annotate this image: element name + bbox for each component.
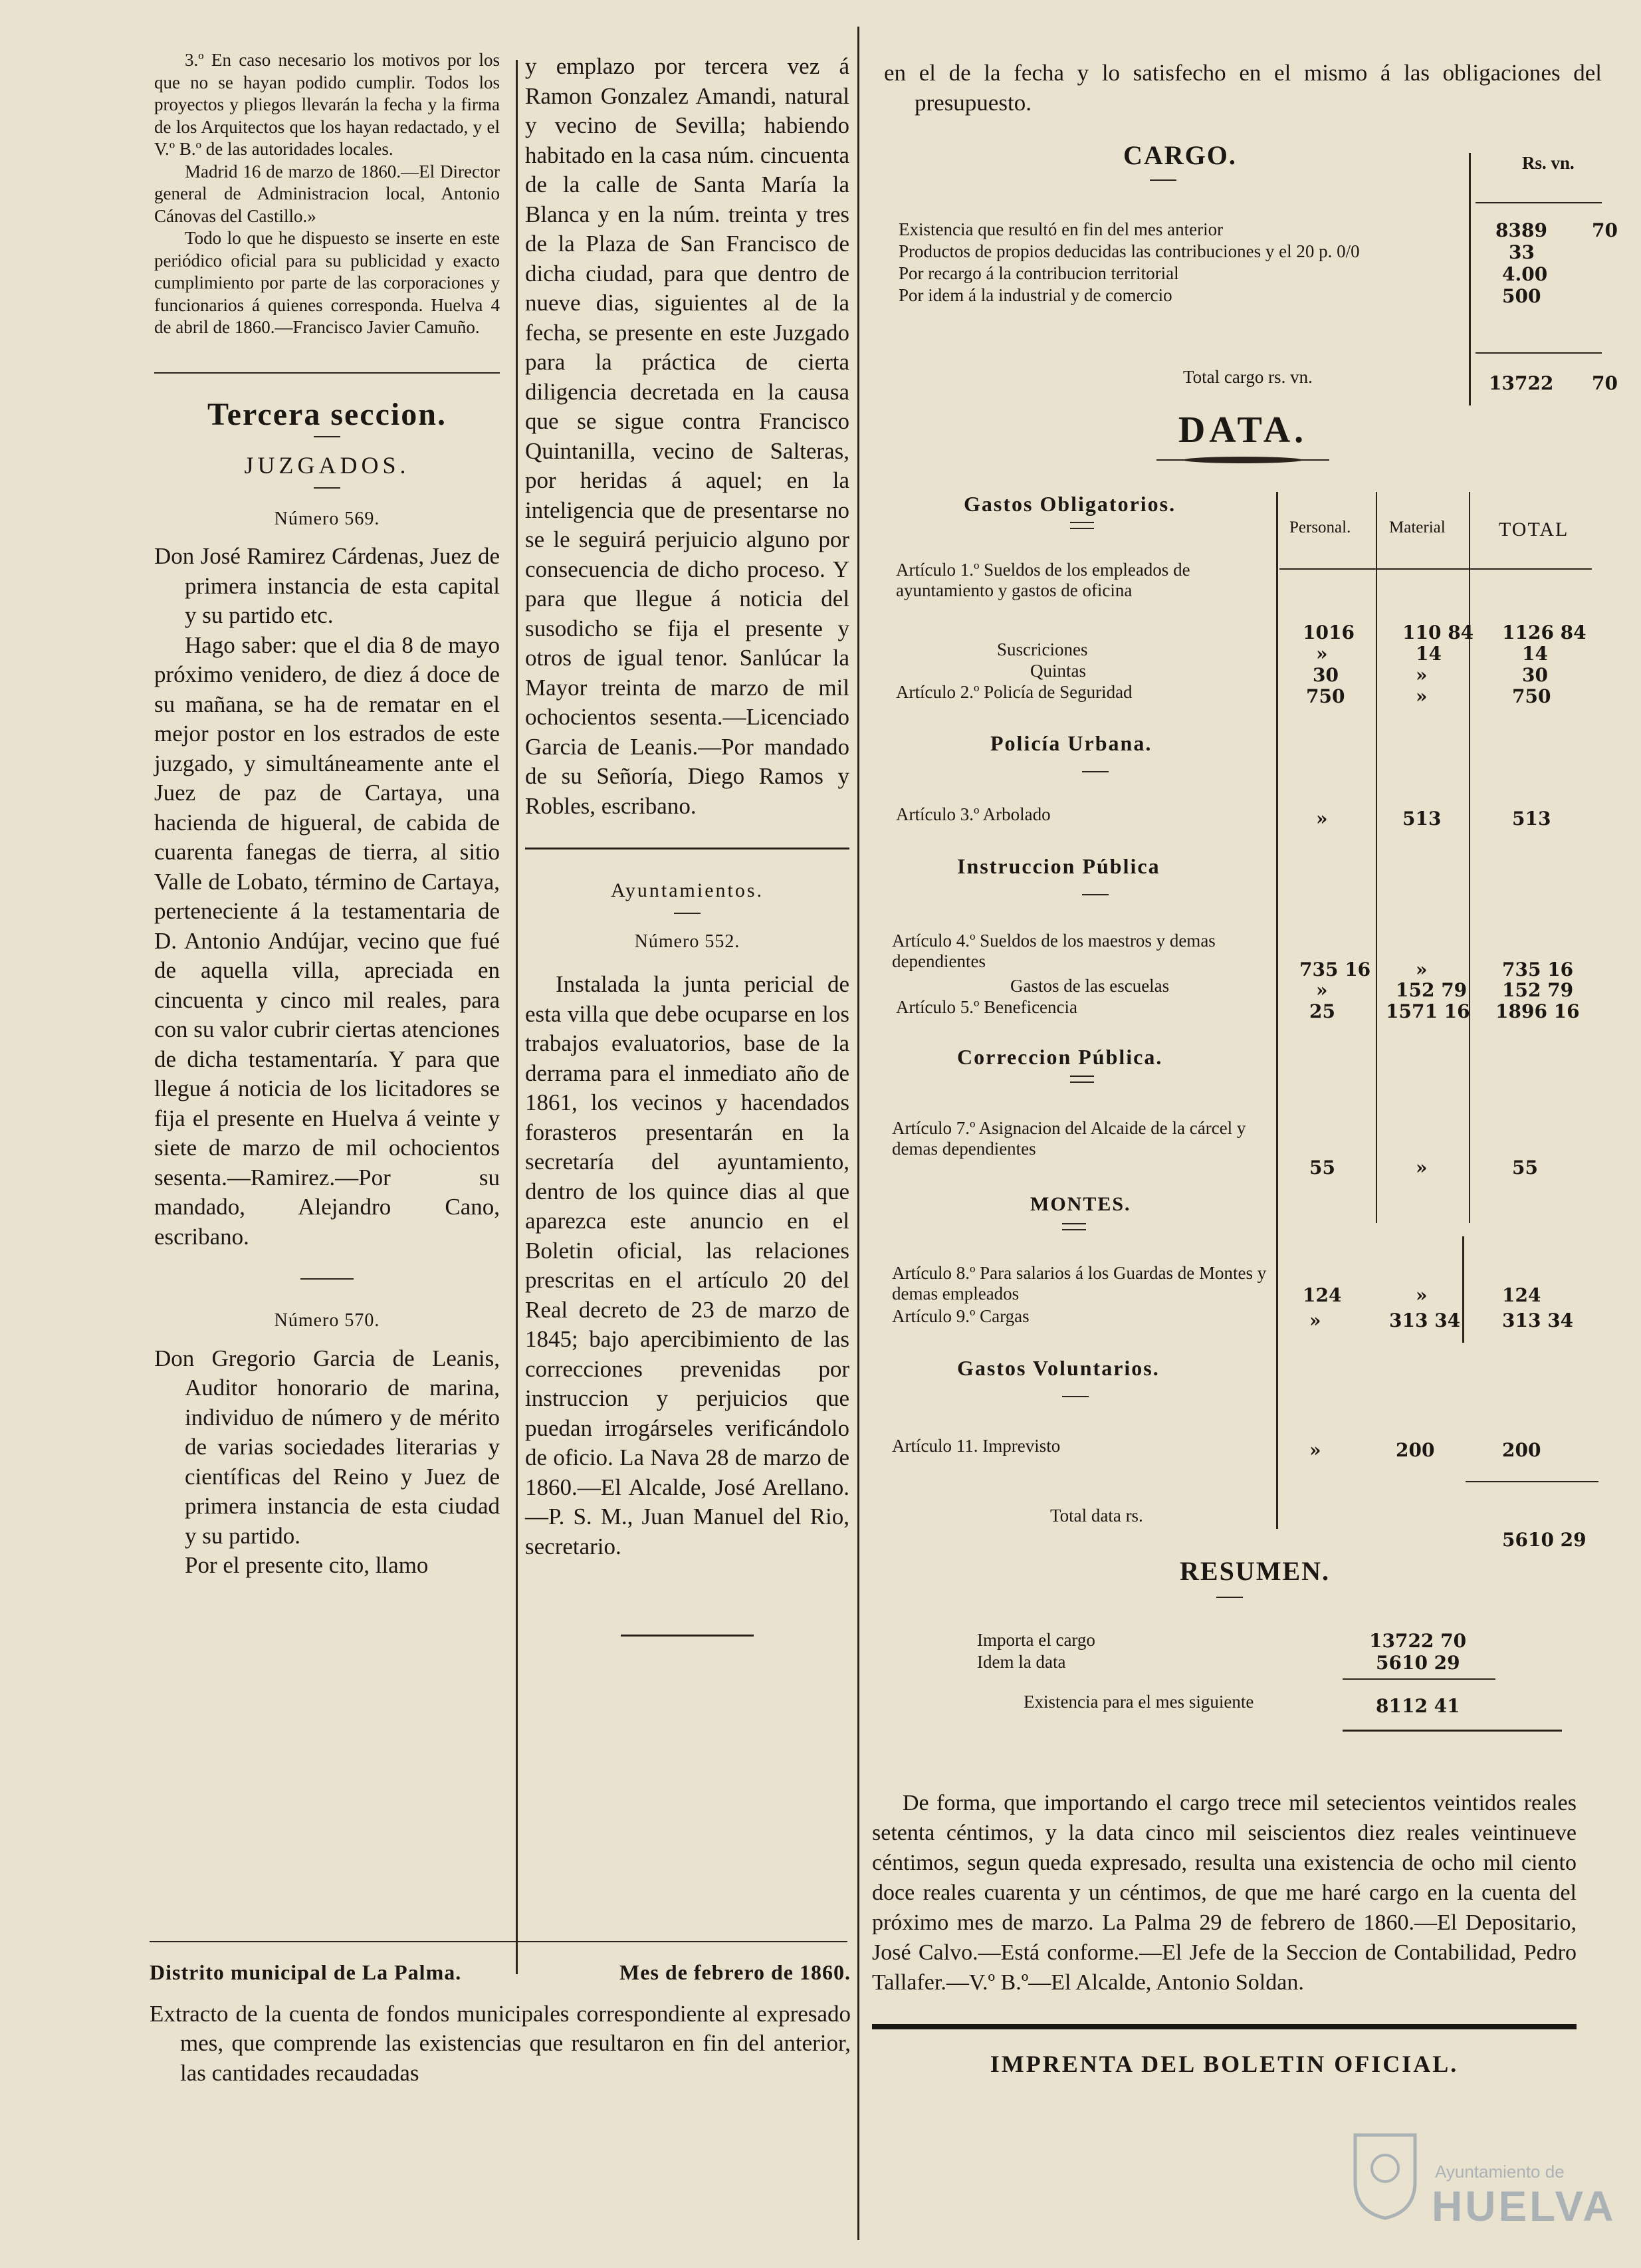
section-divider <box>154 372 500 374</box>
art9-personal: » <box>1309 1309 1321 1331</box>
extracto-paragraph: Extracto de la cuenta de fondos municipales correspondiente al expresado mes, que comprende las existencias que resultaron en fin del anterior, las cantidades recaudadas <box>150 2000 851 2086</box>
column-rule-middle <box>857 27 859 2240</box>
art5-label: Artículo 5.º Beneficencia <box>896 997 1078 1017</box>
por-el-presente-paragraph: Por el presente cito, llamo <box>185 1552 429 1578</box>
data-rule-total <box>1462 1236 1464 1343</box>
column-1 <box>154 49 500 1581</box>
dash-divider <box>314 487 340 489</box>
instruccion-heading: Instruccion Pública <box>957 854 1160 878</box>
numero-569: Número 569. <box>274 508 380 529</box>
col-material-header: Material <box>1389 518 1446 536</box>
gastos-obligatorios-heading: Gastos Obligatorios. <box>964 492 1176 516</box>
dash-divider <box>1150 179 1176 181</box>
imprenta-line: IMPRENTA DEL BOLETIN OFICIAL. <box>990 2051 1459 2077</box>
suscriciones-total: 14 <box>1522 643 1548 665</box>
cargo-row-label: Existencia que resultó en fin del mes anterior <box>899 219 1224 239</box>
cargo-row-label: Productos de propios deducidas las contribuciones y el 20 p. 0/0 <box>899 241 1360 261</box>
header-rule <box>1279 568 1592 570</box>
instalada-paragraph: Instalada la junta pericial de esta villa que debe ocuparse en los trabajos evaluatorios, base de la derrama para el inmediato año de 1861, los vecinos y hacendados forasteros presentarán en la secretaría del ayuntamiento, dentro de los quince dias al que aparezca este anuncio en el Boletin oficial, las relaciones prescritas en el artículo 20 del Real decreto de 23 de marzo de 1845; bajo apercibimiento de las correcciones prevenidas por instruccion y perjuicios que puedan irrogárseles verificándolo de oficio. La Nava 28 de marzo de 1860.—El Alcalde, José Arellano.—P. S. M., Juan Manuel del Rio, secretario. <box>525 971 849 1559</box>
cargo-title: CARGO. <box>1123 140 1237 170</box>
header-rule <box>1476 202 1602 203</box>
gastos-escuelas-label: Gastos de las escuelas <box>1010 976 1170 996</box>
dash-divider <box>314 436 340 437</box>
total-rule <box>1466 1481 1598 1482</box>
resumen-rule <box>1343 1678 1495 1680</box>
mes-heading: Mes de febrero de 1860. <box>619 1960 851 1984</box>
idem-data-label: Idem la data <box>977 1652 1066 1672</box>
section-divider <box>525 848 849 850</box>
importa-cargo-label: Importa el cargo <box>977 1630 1095 1650</box>
art11-personal: » <box>1309 1439 1321 1461</box>
resumen-rule-bottom <box>1343 1730 1562 1732</box>
art9-material: 313 34 <box>1389 1309 1461 1331</box>
madrid-paragraph: Madrid 16 de marzo de 1860.—El Director general de Administracion local, Antonio Cánovas del Castillo.» <box>154 161 500 226</box>
section-title: Tercera seccion. <box>207 396 447 432</box>
data-rule-2 <box>1376 492 1377 1223</box>
gastos-voluntarios-heading: Gastos Voluntarios. <box>957 1356 1160 1380</box>
art2-total: 750 <box>1512 685 1551 707</box>
ornament-rule-icon <box>1156 455 1329 465</box>
quintas-material: » <box>1416 664 1428 686</box>
col-personal-header: Personal. <box>1289 518 1351 536</box>
art2-personal: 750 <box>1306 685 1345 707</box>
cargo-row-rs: 500 <box>1502 285 1541 307</box>
dash-divider <box>1082 894 1109 895</box>
policia-heading: Policía Urbana. <box>990 731 1152 755</box>
suscriciones-label: Suscriciones <box>997 639 1088 659</box>
art5-total: 1896 16 <box>1495 1000 1580 1022</box>
quintas-personal: 30 <box>1313 664 1339 686</box>
art11-label: Artículo 11. Imprevisto <box>892 1436 1061 1456</box>
cargo-row-label: Por recargo á la contribucion territorial <box>899 263 1179 283</box>
hago-saber-paragraph: Hago saber: que el dia 8 de mayo próximo venidero, de diez á doce de su mañana, se ha de rematar en el mejor postor en los estrados de este juzgado, y simultáneamente ante el Juez de paz de Cartaya, una hacienda de higueral, de cabida de cuarenta fanegas de tierra, al sitio Valle de Lobato, término de Cartaya, perteneciente á la testamentaria de D. Antonio Andújar, vecino que fué de aquella villa, apreciada en cincuenta y cinco mil reales, para con su valor cubrir ciertas atenciones de dicha testamentaría. Y para que llegue á noticia de los licitadores se fija el presente en Huelva á veinte y siete de marzo de mil ochocientos sesenta.—Ramirez.—Por su mandado, Alejandro Cano, escribano. <box>154 631 500 1250</box>
final-section <box>872 1788 1577 2079</box>
rs-vn-header: Rs. vn. <box>1522 153 1575 173</box>
dash-divider <box>1062 1396 1089 1397</box>
existencia-siguiente-value: 8112 41 <box>1376 1695 1460 1717</box>
art7-total: 55 <box>1512 1157 1538 1179</box>
column-rule-left <box>516 60 518 1974</box>
art7-material: » <box>1416 1157 1428 1179</box>
double-dash <box>1062 1223 1086 1230</box>
total-cargo-cts: 70 <box>1592 372 1618 394</box>
juzgados-heading: JUZGADOS. <box>244 452 410 479</box>
total-rule <box>1476 352 1602 354</box>
resumen-section <box>884 1555 1602 1781</box>
correccion-heading: Correccion Pública. <box>957 1045 1163 1069</box>
numero-570: Número 570. <box>274 1310 380 1331</box>
coat-of-arms-icon <box>1349 2128 1422 2221</box>
gastos-escuelas-personal: » <box>1316 979 1328 1001</box>
total-data-value: 5610 29 <box>1502 1529 1586 1551</box>
todo-paragraph: Todo lo que he dispuesto se inserte en este periódico oficial para su publicidad y exacto cumplimiento por parte de las corporaciones y funcionarios á quienes corresponda. Huelva 4 de abril de 1860.—Francisco Javier Camuño. <box>154 228 500 337</box>
imprenta-rule <box>872 2024 1577 2029</box>
quintas-total: 30 <box>1522 664 1548 686</box>
bottom-extract <box>150 1958 851 2088</box>
resumen-title: RESUMEN. <box>1180 1556 1331 1586</box>
don-jose-paragraph: Don José Ramirez Cárdenas, Juez de primera instancia de esta capital y su partido etc. <box>154 543 500 628</box>
intro-paragraph: en el de la fecha y lo satisfecho en el mismo á las obligaciones del presupuesto. <box>884 60 1602 116</box>
dash-divider <box>300 1278 354 1280</box>
data-rule-1 <box>1276 492 1278 1529</box>
importa-cargo-value: 13722 70 <box>1369 1630 1467 1652</box>
art1-material: 110 84 <box>1402 622 1474 643</box>
art3-material: 513 <box>1402 808 1442 830</box>
cargo-column-rule <box>1469 153 1471 405</box>
data-title-block <box>884 409 1602 465</box>
art3-label: Artículo 3.º Arbolado <box>896 804 1051 824</box>
cargo-row-rs: 4.00 <box>1502 263 1548 285</box>
bottom-rule <box>150 1941 847 1942</box>
data-title: DATA. <box>1178 409 1308 451</box>
art7-personal: 55 <box>1309 1157 1335 1179</box>
art5-personal: 25 <box>1309 1000 1335 1022</box>
art3-personal: » <box>1316 808 1328 830</box>
art4-material: » <box>1416 959 1428 980</box>
art5-material: 1571 16 <box>1386 1000 1470 1022</box>
montes-heading: MONTES. <box>1030 1193 1131 1215</box>
column-2 <box>525 52 849 1637</box>
cargo-row-rs: 33 <box>1509 241 1535 263</box>
don-gregorio-paragraph: Don Gregorio Garcia de Leanis, Auditor honorario de marina, individuo de número y de mérito de varias sociedades literarias y científicas del Reino y Juez de primera instancia de esta ciudad y su partido. <box>154 1345 500 1549</box>
ayuntamientos-heading: Ayuntamientos. <box>610 879 764 901</box>
dash-divider <box>1216 1597 1243 1598</box>
cargo-section <box>884 133 1618 412</box>
watermark-line-1: Ayuntamiento de <box>1435 2162 1565 2182</box>
art11-total: 200 <box>1502 1439 1541 1461</box>
gastos-escuelas-total: 152 79 <box>1502 979 1574 1001</box>
data-table <box>884 479 1602 1551</box>
total-data-label: Total data rs. <box>1050 1506 1143 1526</box>
total-cargo-label: Total cargo rs. vn. <box>1183 367 1313 387</box>
art2-material: » <box>1416 685 1428 707</box>
distrito-heading: Distrito municipal de La Palma. <box>150 1960 462 1984</box>
art8-total: 124 <box>1502 1284 1541 1306</box>
watermark <box>1349 2102 1614 2255</box>
art4-label: Artículo 4.º Sueldos de los maestros y demas dependientes <box>892 931 1216 971</box>
column-3-intro <box>884 58 1602 118</box>
dash-divider <box>1082 771 1109 772</box>
suscriciones-personal: » <box>1316 643 1328 665</box>
double-dash <box>1070 1076 1094 1083</box>
total-cargo-rs: 13722 <box>1489 372 1554 394</box>
dash-divider <box>674 913 701 914</box>
art9-total: 313 34 <box>1502 1309 1574 1331</box>
art1-label: Artículo 1.º Sueldos de los empleados de ayuntamiento y gastos de oficina <box>896 560 1190 600</box>
double-dash <box>1070 522 1094 529</box>
art3-total: 513 <box>1512 808 1551 830</box>
art9-label: Artículo 9.º Cargas <box>892 1306 1030 1326</box>
cargo-row-label: Por idem á la industrial y de comercio <box>899 285 1172 305</box>
art2-label: Artículo 2.º Policía de Seguridad <box>896 682 1133 702</box>
art8-label: Artículo 8.º Para salarios á los Guardas de Montes y demas empleados <box>892 1263 1267 1304</box>
watermark-line-2: HUELVA <box>1432 2182 1616 2230</box>
cargo-row-cts: 70 <box>1592 219 1618 241</box>
gastos-escuelas-material: 152 79 <box>1396 979 1468 1001</box>
art7-label: Artículo 7.º Asignacion del Alcaide de la cárcel y demas dependientes <box>892 1118 1246 1159</box>
quintas-label: Quintas <box>1030 661 1086 681</box>
existencia-siguiente-label: Existencia para el mes siguiente <box>1024 1692 1254 1712</box>
art1-total: 1126 84 <box>1502 622 1586 643</box>
col-total-header: TOTAL <box>1499 518 1569 540</box>
cargo-row-rs: 8389 <box>1495 219 1547 241</box>
numero-552: Número 552. <box>634 931 740 952</box>
top-paragraph: 3.º En caso necesario los motivos por los que no se hayan podido cumplir. Todos los proyectos y pliegos llevarán la fecha y la firma de los Arquitectos que los hayan redactado, y el V.º B.º de las autoridades locales. <box>154 50 500 159</box>
suscriciones-material: 14 <box>1416 643 1442 665</box>
art1-personal: 1016 <box>1303 622 1355 643</box>
art4-total: 735 16 <box>1502 959 1574 980</box>
art11-material: 200 <box>1396 1439 1435 1461</box>
idem-data-value: 5610 29 <box>1376 1652 1460 1674</box>
art8-material: » <box>1416 1284 1428 1306</box>
continuation-paragraph: y emplazo por tercera vez á Ramon Gonzalez Amandi, natural y vecino de Sevilla; habiendo habitado en la casa núm. cincuenta de la calle de Santa María la Blanca y en la núm. treinta y tres de la Plaza de San Francisco de dicha ciudad, para que dentro de nueve dias, siguientes al de la fecha, se presente en este Juzgado para la práctica de cierta diligencia decretada en la causa que se sigue contra Francisco Quintanilla, vecino de Salteras, por heridas á aquel; en la inteligencia que de presentarse no se le seguirá perjuicio alguno por consecuencia de dicho proceso. Y para que llegue á noticia del susodicho se fija el presente y otros de igual tenor. Sanlúcar la Mayor treinta de marzo de mil ochocientos sesenta.—Licenciado Garcia de Leanis.—Por mandado de su Señoría, Diego Ramos y Robles, escribano. <box>525 53 849 819</box>
art4-personal: 735 16 <box>1299 959 1371 980</box>
final-paragraph: De forma, que importando el cargo trece mil setecientos veintidos reales setenta céntimos, y la data cinco mil seiscientos diez reales veintinueve céntimos, segun queda expresado, resulta una existencia de ocho mil ciento doce reales cuarenta y un céntimos, de que me haré cargo en la cuenta del próximo mes de marzo. La Palma 29 de febrero de 1860.—El Depositario, José Calvo.—Está conforme.—El Jefe de la Seccion de Contabilidad, Pedro Tallafer.—V.º B.º—El Alcalde, Antonio Soldan. <box>872 1791 1577 1995</box>
art8-personal: 124 <box>1303 1284 1342 1306</box>
data-rule-3 <box>1469 492 1470 1223</box>
end-divider <box>621 1635 754 1637</box>
